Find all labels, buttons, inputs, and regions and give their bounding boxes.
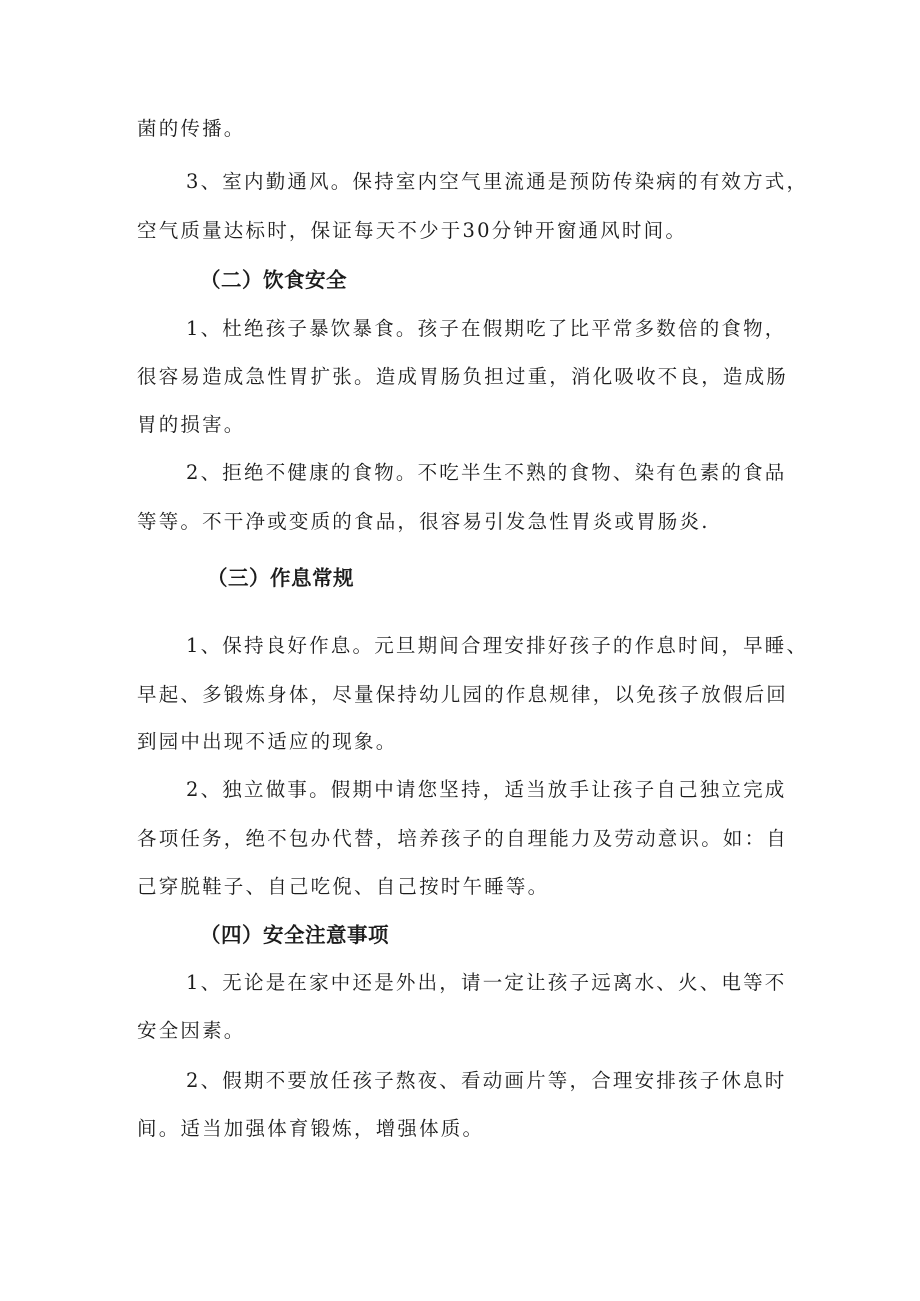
paragraph-line: 间。适当加强体育锻炼，增强体质。 bbox=[137, 1117, 485, 1140]
paragraph-line: 2、假期不要放任孩子熬夜、看动画片等，合理安排孩子休息时 bbox=[186, 1069, 787, 1092]
paragraph-line: 很容易造成急性胃扩张。造成胃肠负担过重，消化吸收不良，造成肠 bbox=[137, 365, 789, 388]
paragraph-line: 空气质量达标时，保证每天不少于30分钟开窗通风时间。 bbox=[137, 219, 688, 242]
paragraph-line: 菌的传播。 bbox=[137, 117, 246, 140]
paragraph-line: 等等。不干净或变质的食品，很容易引发急性胃炎或胃肠炎. bbox=[137, 510, 710, 533]
paragraph-line: 到园中出现不适应的现象。 bbox=[137, 730, 398, 753]
paragraph-line: 2、独立做事。假期中请您坚持，适当放手让孩子自己独立完成 bbox=[186, 778, 787, 801]
paragraph-line: 1、杜绝孩子暴饮暴食。孩子在假期吃了比平常多数倍的食物， bbox=[186, 317, 787, 340]
paragraph-line: 胃的损害。 bbox=[137, 413, 246, 436]
paragraph-line: 各项任务，绝不包办代替，培养孩子的自理能力及劳动意识。如：自 bbox=[137, 827, 789, 850]
paragraph-line: 1、无论是在家中还是外出，请一定让孩子远离水、火、电等不 bbox=[186, 971, 787, 994]
paragraph-line: 1、保持良好作息。元旦期间合理安排好孩子的作息时间，早睡、 bbox=[186, 634, 809, 657]
paragraph-line: 3、室内勤通风。保持室内空气里流通是预防传染病的有效方式， bbox=[186, 170, 809, 193]
paragraph-line: 己穿脱鞋子、自己吃倪、自己按时午睡等。 bbox=[137, 875, 550, 898]
paragraph-line: 早起、多锻炼身体，尽量保持幼儿园的作息规律，以免孩子放假后回 bbox=[137, 683, 789, 706]
paragraph-line: 2、拒绝不健康的食物。不吃半生不熟的食物、染有色素的食品 bbox=[186, 461, 787, 484]
section-heading-safety: （四）安全注意事项 bbox=[200, 923, 389, 947]
section-heading-routine: （三）作息常规 bbox=[207, 566, 354, 590]
paragraph-line: 安全因素。 bbox=[137, 1019, 246, 1042]
section-heading-diet: （二）饮食安全 bbox=[200, 268, 347, 292]
